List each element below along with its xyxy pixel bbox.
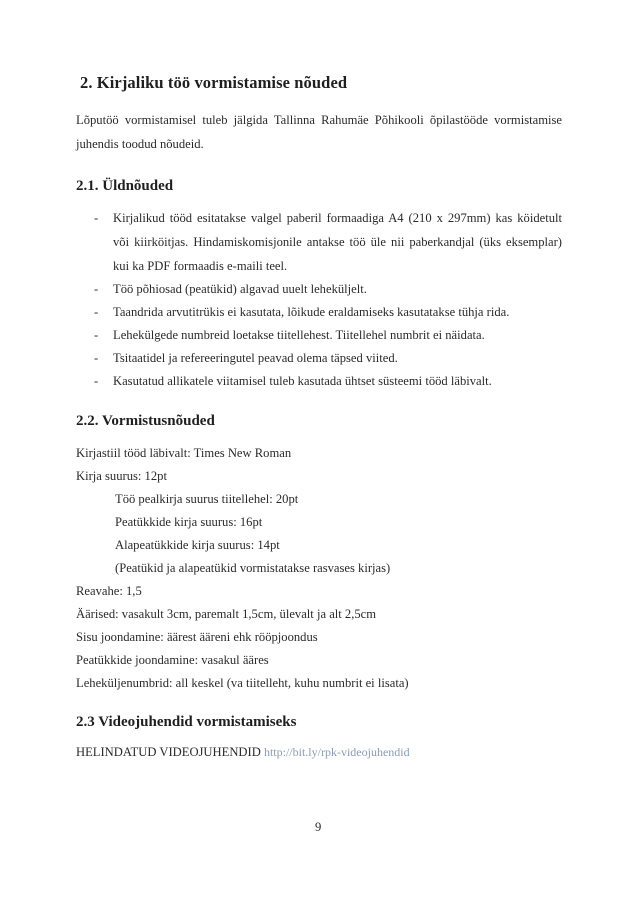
bullet-marker: - <box>94 305 99 319</box>
bullet-3: Taandrida arvutitrükis ei kasutata, lõikude eraldamiseks kasutatakse tühja rida. <box>113 305 510 319</box>
bullet-6: Kasutatud allikatele viitamisel tuleb kasutada ühtset süsteemi tööd läbivalt. <box>113 374 492 388</box>
section-2-3-heading: 2.3 Videojuhendid vormistamiseks <box>76 714 297 730</box>
video-guides-link[interactable]: http://bit.ly/rpk-videojuhendid <box>263 745 410 759</box>
format-line-chapter-size: Peatükkide kirja suurus: 16pt <box>115 515 263 529</box>
format-line-margins: Äärised: vasakult 3cm, paremalt 1,5cm, ülevalt ja alt 2,5cm <box>76 607 377 621</box>
bullet-5: Tsitaatidel ja refereeringutel peavad olema täpsed viited. <box>113 351 398 365</box>
format-line-page-numbers: Leheküljenumbrid: all keskel (va tiitelleht, kuhu numbrit ei lisata) <box>76 676 409 690</box>
format-line-spacing: Reavahe: 1,5 <box>76 584 142 598</box>
bullet-marker: - <box>94 328 99 342</box>
format-line-subchapter-size: Alapeatükkide kirja suurus: 14pt <box>115 538 280 552</box>
bullet-marker: - <box>94 374 99 388</box>
bullet-marker: - <box>94 211 99 225</box>
bullet-1-line-1: Kirjalikud tööd esitatakse valgel paberil formaadiga A4 (210 x 297mm) kas köidetult <box>113 211 562 225</box>
format-line-bold-note: (Peatükid ja alapeatükid vormistatakse rasvases kirjas) <box>115 561 391 575</box>
bullet-marker: - <box>94 351 99 365</box>
bullet-2: Töö põhiosad (peatükid) algavad uuelt leheküljelt. <box>113 282 367 296</box>
format-line-alignment: Sisu joondamine: äärest ääreni ehk rööpjoondus <box>76 630 318 644</box>
format-line-size: Kirja suurus: 12pt <box>76 469 167 483</box>
video-guides-line <box>76 745 410 760</box>
bullet-1-line-2: või kiirköitjas. Hindamiskomisjonile antakse töö üle nii paberkandjal (üks eksemplar) <box>113 235 562 249</box>
page-number: 9 <box>315 820 322 834</box>
format-line-chapter-alignment: Peatükkide joondamine: vasakul ääres <box>76 653 269 667</box>
intro-line-1: Lõputöö vormistamisel tuleb jälgida Tallinna Rahumäe Põhikooli õpilastööde vormistamise <box>76 113 562 127</box>
format-line-title-size: Töö pealkirja suurus tiitellehel: 20pt <box>115 492 299 506</box>
bullet-4: Lehekülgede numbreid loetakse tiitellehest. Tiitellehel numbrit ei näidata. <box>113 328 485 342</box>
video-guides-label: HELINDATUD VIDEOJUHENDID <box>76 745 261 759</box>
format-line-font: Kirjastiil tööd läbivalt: Times New Roman <box>76 446 292 460</box>
section-2-1-heading: 2.1. Üldnõuded <box>76 178 174 194</box>
bullet-1-line-3: kui ka PDF formaadis e-maili teel. <box>113 259 288 273</box>
section-2-2-heading: 2.2. Vormistusnõuded <box>76 413 215 429</box>
bullet-marker: - <box>94 282 99 296</box>
intro-line-2: juhendis toodud nõudeid. <box>76 137 204 151</box>
section-2-heading: 2. Kirjaliku töö vormistamise nõuded <box>80 73 348 92</box>
